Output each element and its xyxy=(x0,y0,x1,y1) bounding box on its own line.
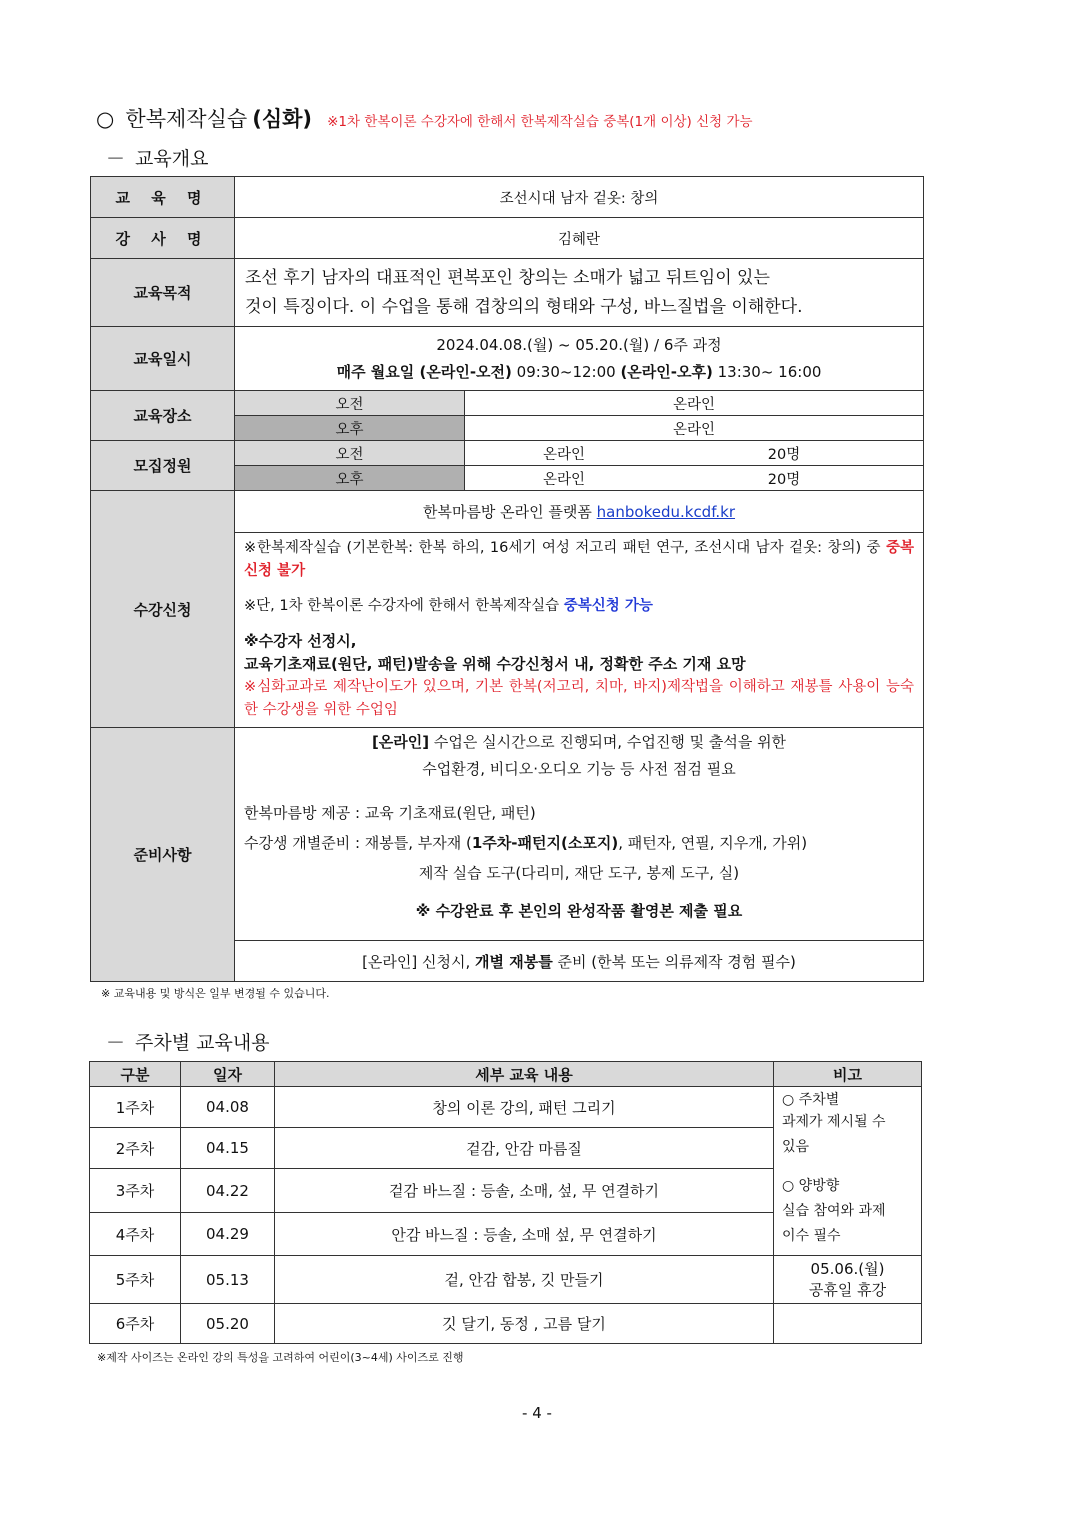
place-pm-value: 온라인 xyxy=(465,416,924,441)
row-content: 겉, 안감 합봉, 깃 만들기 xyxy=(275,1256,774,1304)
subheading-weekly-text: 주차별 교육내용 xyxy=(135,1032,270,1054)
title-level: (심화) xyxy=(252,107,313,131)
prep-sewing-prefix: [온라인] 신청시, xyxy=(362,952,476,971)
overview-note: ※ 교육내용 및 방식은 일부 변경될 수 있습니다. xyxy=(101,987,330,1000)
subheading-overview xyxy=(106,144,208,171)
row-week: 1주차 xyxy=(90,1087,181,1128)
header-week: 구분 xyxy=(90,1062,181,1087)
title-main: 한복제작실습 xyxy=(125,107,248,131)
schedule-pm-time: 13:30~ 16:00 xyxy=(712,362,822,381)
goal-line-1: 조선 후기 남자의 대표적인 편복포인 창의는 소매가 넓고 뒤트임이 있는 xyxy=(245,267,770,288)
apply-details xyxy=(235,533,924,728)
apply-allow-permitted: 중복신청 가능 xyxy=(563,598,653,614)
row-content: 창의 이론 강의, 패턴 그리기 xyxy=(275,1087,774,1128)
subheading-weekly xyxy=(106,1028,270,1055)
prep-online-label: [온라인] xyxy=(371,733,430,751)
holiday-note xyxy=(774,1256,922,1304)
row-week: 4주차 xyxy=(90,1213,181,1256)
section-title xyxy=(96,103,753,133)
prep-sewing-bold: 개별 재봉틀 xyxy=(475,952,553,971)
prep-sewing xyxy=(235,941,924,982)
weekly-note: ※제작 사이즈는 온라인 강의 특성을 고려하여 어린이(3~4세) 사이즈로 진행 xyxy=(97,1351,464,1364)
capacity-pm-label: 오후 xyxy=(235,466,465,491)
row-content: 겉감 바느질 : 등솔, 소매, 섶, 무 연결하기 xyxy=(275,1169,774,1213)
holiday-text: 공휴일 휴강 xyxy=(808,1280,887,1299)
row-date: 04.15 xyxy=(181,1128,275,1169)
prep-submit: ※ 수강완료 후 본인의 완성작품 촬영본 제출 필요 xyxy=(415,902,743,920)
apply-platform-text: 한복마름방 온라인 플랫폼 xyxy=(422,503,597,521)
remark-2-line-2: 이수 필수 xyxy=(782,1228,841,1244)
apply-allow-notice xyxy=(244,595,914,618)
prep-student-bold: 1주차-패턴지(소포지) xyxy=(471,834,619,852)
apply-select-line-1: ※수강자 선정시, xyxy=(244,632,357,650)
place-am-value: 온라인 xyxy=(465,391,924,416)
schedule-am-time: 09:30~12:00 xyxy=(511,362,621,381)
subheading-overview-text: 교육개요 xyxy=(135,148,209,170)
label-goal: 교육목적 xyxy=(91,259,235,327)
capacity-am xyxy=(465,441,924,466)
overview-table xyxy=(90,176,924,982)
schedule xyxy=(235,327,924,391)
apply-platform xyxy=(235,491,924,533)
dash-bullet: － xyxy=(106,1032,126,1054)
title-note: ※1차 한복이론 수강자에 한해서 한복제작실습 중복(1개 이상) 신청 가능 xyxy=(327,114,753,130)
schedule-times xyxy=(235,359,923,386)
label-course-name: 교 육 명 xyxy=(91,177,235,218)
place-pm-label: 오후 xyxy=(235,416,465,441)
label-capacity: 모집정원 xyxy=(91,441,235,491)
header-date: 일자 xyxy=(181,1062,275,1087)
prep-details xyxy=(235,728,924,941)
row-date: 05.13 xyxy=(181,1256,275,1304)
instructor-name: 김혜란 xyxy=(235,218,924,259)
label-place: 교육장소 xyxy=(91,391,235,441)
prep-sewing-suffix: 준비 (한복 또는 의류제작 경험 필수) xyxy=(552,952,796,971)
weekly-remarks xyxy=(774,1087,922,1256)
prep-provided: 한복마름방 제공 : 교육 기초재료(원단, 패턴) xyxy=(244,804,536,822)
label-prep: 준비사항 xyxy=(91,728,235,982)
prep-online xyxy=(244,730,914,754)
row-date: 04.08 xyxy=(181,1087,275,1128)
apply-dup-forbidden: 중복신청 불가 xyxy=(244,540,914,579)
table-row xyxy=(90,1304,922,1344)
capacity-am-mode: 온라인 xyxy=(542,446,586,463)
prep-online-line2: 수업환경, 비디오·오디오 기능 등 사전 점검 필요 xyxy=(422,760,736,778)
remark-2-title: ○ 양방향 xyxy=(782,1178,840,1194)
table-row xyxy=(90,1256,922,1304)
remark-2-line-1: 실습 참여와 과제 xyxy=(782,1203,886,1219)
apply-select-line-2: 교육기초재료(원단, 패턴)발송을 위해 수강신청서 내, 정확한 주소 기재 요망 xyxy=(244,655,746,673)
capacity-pm xyxy=(465,466,924,491)
schedule-pm-label: (온라인-오후) xyxy=(620,362,713,381)
circle-bullet-icon: ○ xyxy=(96,107,115,131)
row-date: 04.29 xyxy=(181,1213,275,1256)
capacity-am-count: 20명 xyxy=(767,446,801,463)
row-content: 겉감, 안감 마름질 xyxy=(275,1128,774,1169)
prep-online-text: 수업은 실시간으로 진행되며, 수업진행 및 출석을 위한 xyxy=(429,733,787,751)
place-am-label: 오전 xyxy=(235,391,465,416)
prep-student-suffix: , 패턴자, 연필, 지우개, 가위) xyxy=(618,834,808,852)
header-content: 세부 교육 내용 xyxy=(275,1062,774,1087)
row-week: 2주차 xyxy=(90,1128,181,1169)
table-row xyxy=(90,1087,922,1128)
course-name: 조선시대 남자 겉옷: 창의 xyxy=(235,177,924,218)
capacity-pm-mode: 온라인 xyxy=(542,471,586,488)
remark-1-line-2: 있음 xyxy=(782,1139,810,1155)
apply-dup-text: ※한복제작실습 (기본한복: 한복 하의, 16세기 여성 저고리 패턴 연구, 조선시대 남자 겉옷: 창의) 중 xyxy=(244,540,886,556)
label-instructor: 강 사 명 xyxy=(91,218,235,259)
apply-dup-notice xyxy=(244,537,914,583)
row-week: 6주차 xyxy=(90,1304,181,1344)
page-number: - 4 - xyxy=(522,1404,552,1422)
header-note: 비고 xyxy=(774,1062,922,1087)
remark-1-line-1: 과제가 제시될 수 xyxy=(782,1114,886,1130)
goal-line-2: 것이 특징이다. 이 수업을 통해 겹창의의 형태와 구성, 바느질법을 이해한다. xyxy=(245,296,803,317)
goal-text xyxy=(235,259,924,327)
schedule-am-label: 매주 월요일 (온라인-오전) xyxy=(336,362,512,381)
label-apply: 수강신청 xyxy=(91,491,235,728)
holiday-date: 05.06.(월) xyxy=(810,1259,885,1278)
row-content: 깃 달기, 동정 , 고름 달기 xyxy=(275,1304,774,1344)
remark-1-title: ○ 주차별 xyxy=(782,1092,840,1108)
prep-student-prefix: 수강생 개별준비 : 재봉틀, 부자재 ( xyxy=(244,834,472,852)
empty-remark-cell xyxy=(774,1304,922,1344)
apply-advanced-note: ※심화교과로 제작난이도가 있으며, 기본 한복(저고리, 치마, 바지)제작법을 이해하고 재봉틀 사용이 능숙한 수강생을 위한 수업임 xyxy=(244,679,914,718)
capacity-pm-count: 20명 xyxy=(767,471,801,488)
prep-tools: 제작 실습 도구(다리미, 재단 도구, 봉제 도구, 실) xyxy=(418,864,740,882)
apply-allow-text: ※단, 1차 한복이론 수강자에 한해서 한복제작실습 xyxy=(244,598,564,614)
label-schedule: 교육일시 xyxy=(91,327,235,391)
prep-student xyxy=(244,831,914,855)
schedule-dates: 2024.04.08.(월) ~ 05.20.(월) / 6주 과정 xyxy=(436,335,722,354)
dash-bullet: － xyxy=(106,148,126,170)
row-date: 05.20 xyxy=(181,1304,275,1344)
capacity-am-label: 오전 xyxy=(235,441,465,466)
platform-link[interactable]: hanbokedu.kcdf.kr xyxy=(596,503,736,521)
row-content: 안감 바느질 : 등솔, 소매 섶, 무 연결하기 xyxy=(275,1213,774,1256)
weekly-table xyxy=(89,1061,922,1344)
row-week: 3주차 xyxy=(90,1169,181,1213)
row-date: 04.22 xyxy=(181,1169,275,1213)
row-week: 5주차 xyxy=(90,1256,181,1304)
